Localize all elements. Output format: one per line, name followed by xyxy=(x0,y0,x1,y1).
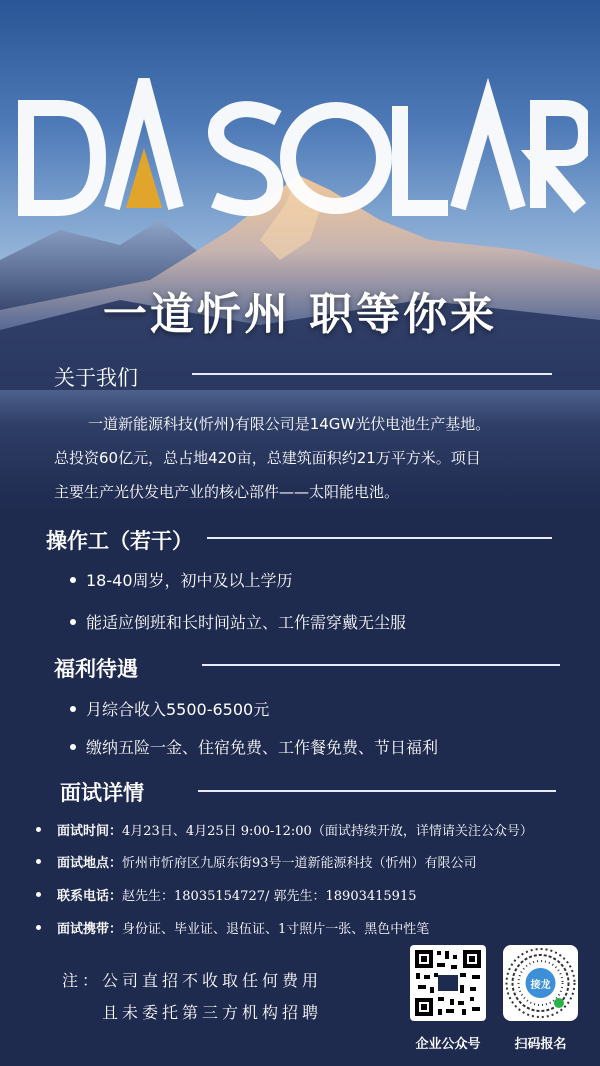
job-requirement: 18-40周岁，初中及以上学历 xyxy=(70,568,293,591)
benefits-divider xyxy=(202,664,560,666)
about-title: 关于我们 xyxy=(54,366,138,390)
note-line-1: 注：公司直招不收取任何费用 xyxy=(62,971,323,990)
interview-phone: 联系电话：赵先生：18035154727/ 郭先生：18903415915 xyxy=(36,885,417,904)
job-title: 操作工（若干） xyxy=(46,528,193,553)
qr-code-icon xyxy=(410,945,486,1021)
official-account-caption: 企业公众号 xyxy=(415,1037,481,1052)
bullet-dot xyxy=(36,827,41,832)
about-line: 一道新能源科技(忻州)有限公司是14GW光伏电池生产基地。 xyxy=(88,415,491,433)
bullet-dot xyxy=(36,859,41,864)
job-divider xyxy=(207,537,552,539)
benefit-item: 缴纳五险一金、住宿免费、工作餐免费、节日福利 xyxy=(70,735,438,758)
bullet-dot xyxy=(36,892,41,897)
bullet-dot xyxy=(70,706,76,712)
headline: 一道忻州 职等你来 xyxy=(102,289,498,340)
signup-badge: 接龙 xyxy=(530,980,551,991)
bullet-dot xyxy=(70,744,76,750)
bullet-dot xyxy=(70,577,76,583)
interview-items: 面试携带：身份证、毕业证、退伍证、1寸照片一张、黑色中性笔 xyxy=(36,918,429,937)
interview-title: 面试详情 xyxy=(60,780,144,805)
interview-location: 面试地点：忻州市忻府区九原东街93号一道新能源科技（忻州）有限公司 xyxy=(36,852,477,871)
about-paragraph xyxy=(54,407,574,509)
dasolar-logo xyxy=(18,78,588,218)
about-line: 主要生产光伏发电产业的核心部件——太阳能电池。 xyxy=(54,483,400,501)
signup-caption: 扫码报名 xyxy=(514,1037,567,1052)
about-divider xyxy=(192,373,552,375)
about-line: 总投资60亿元，总占地420亩，总建筑面积约21万平方米。项目 xyxy=(54,449,481,467)
benefits-title: 福利待遇 xyxy=(54,656,138,681)
bullet-dot xyxy=(70,619,76,625)
logo-text: DASOLAR xyxy=(18,78,23,79)
interview-divider xyxy=(198,790,556,792)
interview-time: 面试时间：4月23日、4月25日 9:00-12:00（面试持续开放，详情请关注公众号） xyxy=(36,820,533,839)
benefit-item: 月综合收入5500-6500元 xyxy=(70,697,269,720)
official-account-qr[interactable] xyxy=(410,945,486,1021)
job-requirement: 能适应倒班和长时间站立、工作需穿戴无尘服 xyxy=(70,610,406,633)
bullet-dot xyxy=(36,925,41,930)
signup-qr[interactable] xyxy=(503,945,578,1021)
note-line-2: 且未委托第三方机构招聘 xyxy=(102,1003,323,1022)
